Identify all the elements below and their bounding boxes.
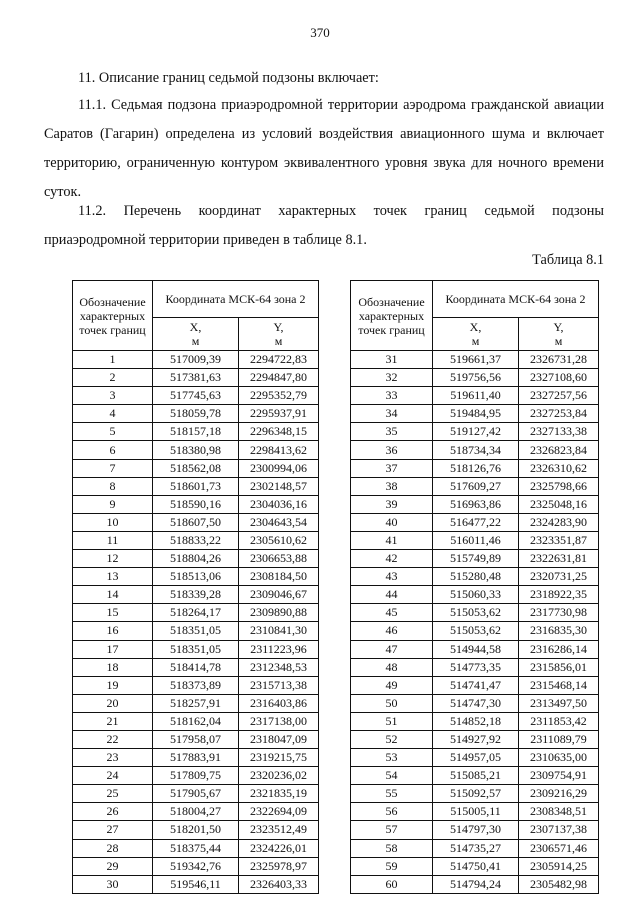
coord-y: 2325048,16	[519, 495, 599, 513]
coord-x: 517609,27	[433, 477, 519, 495]
point-number: 19	[73, 676, 153, 694]
point-number: 30	[73, 875, 153, 893]
paragraph-11-2: 11.2. Перечень координат характерных точек границ седьмой подзоны приаэродромной территории приведен в таблице 8.1.	[44, 203, 604, 248]
header-x-label: X,	[189, 320, 202, 334]
coord-y: 2298413,62	[239, 441, 319, 459]
coord-x: 519342,76	[153, 857, 239, 875]
coord-x: 518373,89	[153, 676, 239, 694]
coord-y: 2308348,51	[519, 803, 599, 821]
header-y-unit: м	[554, 334, 563, 348]
header-y-unit: м	[274, 334, 283, 348]
table-row	[351, 369, 599, 387]
coord-y: 2326310,62	[519, 459, 599, 477]
table-row	[351, 387, 599, 405]
coord-y: 2308184,50	[239, 568, 319, 586]
coord-y: 2302148,57	[239, 477, 319, 495]
coord-y: 2300994,06	[239, 459, 319, 477]
header-coordinates: Координата МСК-64 зона 2	[153, 281, 319, 318]
coordinates-table-right	[350, 280, 599, 894]
point-number: 29	[73, 857, 153, 875]
table-row	[351, 712, 599, 730]
point-number: 26	[73, 803, 153, 821]
table-row	[351, 568, 599, 586]
table-row	[73, 405, 319, 423]
coord-y: 2318922,35	[519, 586, 599, 604]
coord-y: 2320731,25	[519, 568, 599, 586]
coord-x: 517905,67	[153, 785, 239, 803]
table-row	[73, 568, 319, 586]
point-number: 46	[351, 622, 433, 640]
point-number: 13	[73, 568, 153, 586]
coord-y: 2323351,87	[519, 531, 599, 549]
table-row	[73, 694, 319, 712]
coord-x: 518162,04	[153, 712, 239, 730]
coord-x: 518607,50	[153, 513, 239, 531]
coord-y: 2316403,86	[239, 694, 319, 712]
point-number: 34	[351, 405, 433, 423]
coord-x: 519611,40	[433, 387, 519, 405]
point-number: 2	[73, 369, 153, 387]
table-row	[73, 767, 319, 785]
coord-y: 2304036,16	[239, 495, 319, 513]
table-caption: Таблица 8.1	[532, 252, 604, 268]
point-number: 42	[351, 550, 433, 568]
table-row	[73, 513, 319, 531]
coord-x: 514957,05	[433, 749, 519, 767]
point-number: 27	[73, 821, 153, 839]
coord-y: 2317730,98	[519, 604, 599, 622]
header-y-label: Y,	[553, 320, 564, 334]
coord-y: 2318047,09	[239, 730, 319, 748]
table-row	[73, 459, 319, 477]
coord-x: 518833,22	[153, 531, 239, 549]
coord-y: 2294722,83	[239, 351, 319, 369]
point-number: 59	[351, 857, 433, 875]
coord-x: 514794,24	[433, 875, 519, 893]
coord-x: 517958,07	[153, 730, 239, 748]
table-row	[73, 785, 319, 803]
coord-y: 2306571,46	[519, 839, 599, 857]
coord-x: 514773,35	[433, 658, 519, 676]
coord-y: 2320236,02	[239, 767, 319, 785]
point-number: 10	[73, 513, 153, 531]
point-number: 39	[351, 495, 433, 513]
point-number: 38	[351, 477, 433, 495]
coord-y: 2309890,88	[239, 604, 319, 622]
coord-y: 2311089,79	[519, 730, 599, 748]
point-number: 48	[351, 658, 433, 676]
header-points: Обозначение характерных точек границ	[73, 281, 153, 351]
coord-x: 515005,11	[433, 803, 519, 821]
coord-x: 516477,22	[433, 513, 519, 531]
header-x-unit: м	[191, 334, 200, 348]
table-row	[351, 658, 599, 676]
table-row	[73, 423, 319, 441]
coord-x: 515053,62	[433, 604, 519, 622]
coord-y: 2310635,00	[519, 749, 599, 767]
table-row	[351, 477, 599, 495]
coord-x: 518126,76	[433, 459, 519, 477]
point-number: 56	[351, 803, 433, 821]
point-number: 3	[73, 387, 153, 405]
table-row	[351, 405, 599, 423]
table-row	[351, 550, 599, 568]
table-row	[73, 821, 319, 839]
coord-x: 515060,33	[433, 586, 519, 604]
coord-y: 2309754,91	[519, 767, 599, 785]
point-number: 7	[73, 459, 153, 477]
coord-y: 2309216,29	[519, 785, 599, 803]
point-number: 51	[351, 712, 433, 730]
table-row	[351, 857, 599, 875]
coord-y: 2325798,66	[519, 477, 599, 495]
header-coordinates: Координата МСК-64 зона 2	[433, 281, 599, 318]
point-number: 1	[73, 351, 153, 369]
coord-y: 2327257,56	[519, 387, 599, 405]
table-row	[73, 550, 319, 568]
point-number: 11	[73, 531, 153, 549]
table-row	[351, 767, 599, 785]
coord-y: 2309046,67	[239, 586, 319, 604]
point-number: 24	[73, 767, 153, 785]
point-number: 23	[73, 749, 153, 767]
table-row	[73, 441, 319, 459]
table-row	[351, 839, 599, 857]
header-x-unit: м	[471, 334, 480, 348]
coord-y: 2315856,01	[519, 658, 599, 676]
point-number: 32	[351, 369, 433, 387]
coord-x: 517809,75	[153, 767, 239, 785]
point-number: 55	[351, 785, 433, 803]
coord-y: 2322631,81	[519, 550, 599, 568]
table-row	[73, 604, 319, 622]
coord-x: 518414,78	[153, 658, 239, 676]
coord-y: 2305914,25	[519, 857, 599, 875]
coord-y: 2296348,15	[239, 423, 319, 441]
table-row	[351, 730, 599, 748]
coord-y: 2295937,91	[239, 405, 319, 423]
coord-y: 2316286,14	[519, 640, 599, 658]
table-row	[73, 803, 319, 821]
point-number: 49	[351, 676, 433, 694]
coord-x: 515092,57	[433, 785, 519, 803]
table-row	[73, 495, 319, 513]
coord-y: 2310841,30	[239, 622, 319, 640]
table-row	[73, 875, 319, 893]
point-number: 35	[351, 423, 433, 441]
coord-x: 516963,86	[433, 495, 519, 513]
coord-y: 2326731,28	[519, 351, 599, 369]
table-row	[351, 785, 599, 803]
table-row	[351, 531, 599, 549]
table-row	[351, 694, 599, 712]
coord-x: 518513,06	[153, 568, 239, 586]
table-row	[73, 477, 319, 495]
coord-y: 2327133,38	[519, 423, 599, 441]
coord-x: 518339,28	[153, 586, 239, 604]
table-row	[351, 495, 599, 513]
coord-y: 2304643,54	[239, 513, 319, 531]
table-row	[73, 676, 319, 694]
coord-y: 2325978,97	[239, 857, 319, 875]
coord-y: 2326823,84	[519, 441, 599, 459]
point-number: 58	[351, 839, 433, 857]
coord-x: 518375,44	[153, 839, 239, 857]
table-row	[73, 658, 319, 676]
header-y	[519, 318, 599, 351]
coord-y: 2307137,38	[519, 821, 599, 839]
point-number: 33	[351, 387, 433, 405]
coord-y: 2321835,19	[239, 785, 319, 803]
point-number: 28	[73, 839, 153, 857]
coord-y: 2326403,33	[239, 875, 319, 893]
coord-x: 514735,27	[433, 839, 519, 857]
coord-y: 2295352,79	[239, 387, 319, 405]
coord-x: 514927,92	[433, 730, 519, 748]
coord-x: 518351,05	[153, 640, 239, 658]
coord-y: 2305482,98	[519, 875, 599, 893]
table-row	[351, 622, 599, 640]
table-row	[351, 423, 599, 441]
point-number: 41	[351, 531, 433, 549]
point-number: 60	[351, 875, 433, 893]
header-y	[239, 318, 319, 351]
point-number: 20	[73, 694, 153, 712]
coord-x: 516011,46	[433, 531, 519, 549]
point-number: 16	[73, 622, 153, 640]
coord-y: 2316835,30	[519, 622, 599, 640]
point-number: 12	[73, 550, 153, 568]
point-number: 4	[73, 405, 153, 423]
table-row	[73, 369, 319, 387]
coord-x: 518004,27	[153, 803, 239, 821]
table-row	[73, 586, 319, 604]
coord-x: 514852,18	[433, 712, 519, 730]
table-row	[351, 676, 599, 694]
point-number: 15	[73, 604, 153, 622]
point-number: 25	[73, 785, 153, 803]
point-number: 50	[351, 694, 433, 712]
coord-x: 515085,21	[433, 767, 519, 785]
table-row	[73, 640, 319, 658]
coord-y: 2323512,49	[239, 821, 319, 839]
point-number: 54	[351, 767, 433, 785]
header-x	[433, 318, 519, 351]
coord-y: 2317138,00	[239, 712, 319, 730]
coord-y: 2311223,96	[239, 640, 319, 658]
point-number: 57	[351, 821, 433, 839]
table-row	[351, 803, 599, 821]
coord-x: 514741,47	[433, 676, 519, 694]
point-number: 18	[73, 658, 153, 676]
table-row	[351, 441, 599, 459]
coord-x: 518351,05	[153, 622, 239, 640]
coord-y: 2305610,62	[239, 531, 319, 549]
point-number: 22	[73, 730, 153, 748]
coord-x: 518201,50	[153, 821, 239, 839]
point-number: 8	[73, 477, 153, 495]
coord-x: 518157,18	[153, 423, 239, 441]
coord-x: 514797,30	[433, 821, 519, 839]
coord-y: 2324226,01	[239, 839, 319, 857]
table-row	[73, 749, 319, 767]
coord-x: 518590,16	[153, 495, 239, 513]
coord-x: 518264,17	[153, 604, 239, 622]
coord-x: 519484,95	[433, 405, 519, 423]
coord-x: 518562,08	[153, 459, 239, 477]
coord-x: 515749,89	[433, 550, 519, 568]
table-row	[351, 459, 599, 477]
table-row	[73, 730, 319, 748]
coord-y: 2315713,38	[239, 676, 319, 694]
coord-y: 2324283,90	[519, 513, 599, 531]
paragraph-11-1: 11.1. Седьмая подзона приаэродромной территории аэродрома гражданской авиации Саратов (Гагарин) определена из условий воздействия авиационного шума и включает территорию, ограниченную контуром эквивалентного уровня звука для ночного времени суток.	[44, 97, 604, 200]
table-row	[73, 839, 319, 857]
coord-x: 515053,62	[433, 622, 519, 640]
point-number: 52	[351, 730, 433, 748]
point-number: 6	[73, 441, 153, 459]
coord-x: 514944,58	[433, 640, 519, 658]
coord-x: 518380,98	[153, 441, 239, 459]
table-row	[73, 622, 319, 640]
coord-x: 518257,91	[153, 694, 239, 712]
point-number: 44	[351, 586, 433, 604]
point-number: 5	[73, 423, 153, 441]
point-number: 14	[73, 586, 153, 604]
coord-y: 2319215,75	[239, 749, 319, 767]
coord-x: 518601,73	[153, 477, 239, 495]
point-number: 47	[351, 640, 433, 658]
table-row	[73, 531, 319, 549]
table-row	[351, 351, 599, 369]
table-row	[73, 712, 319, 730]
table-row	[351, 513, 599, 531]
header-x	[153, 318, 239, 351]
point-number: 9	[73, 495, 153, 513]
coord-y: 2313497,50	[519, 694, 599, 712]
coord-x: 519546,11	[153, 875, 239, 893]
coord-y: 2327253,84	[519, 405, 599, 423]
table-row	[351, 640, 599, 658]
point-number: 45	[351, 604, 433, 622]
table-row	[351, 749, 599, 767]
table-row	[73, 387, 319, 405]
coord-y: 2294847,80	[239, 369, 319, 387]
section-heading: 11. Описание границ седьмой подзоны включает:	[78, 70, 379, 86]
coordinates-table-left	[72, 280, 319, 894]
coord-x: 517883,91	[153, 749, 239, 767]
coord-y: 2311853,42	[519, 712, 599, 730]
point-number: 21	[73, 712, 153, 730]
coord-x: 515280,48	[433, 568, 519, 586]
coord-x: 518804,26	[153, 550, 239, 568]
page-number: 370	[310, 25, 330, 40]
coord-x: 517009,39	[153, 351, 239, 369]
header-x-label: X,	[469, 320, 482, 334]
coord-x: 514750,41	[433, 857, 519, 875]
table-row	[351, 821, 599, 839]
coord-y: 2322694,09	[239, 803, 319, 821]
coord-x: 518734,34	[433, 441, 519, 459]
point-number: 37	[351, 459, 433, 477]
table-row	[351, 604, 599, 622]
coord-x: 517381,63	[153, 369, 239, 387]
point-number: 36	[351, 441, 433, 459]
coord-y: 2306653,88	[239, 550, 319, 568]
point-number: 31	[351, 351, 433, 369]
coord-x: 519661,37	[433, 351, 519, 369]
coord-x: 519127,42	[433, 423, 519, 441]
table-row	[351, 875, 599, 893]
point-number: 53	[351, 749, 433, 767]
point-number: 17	[73, 640, 153, 658]
point-number: 40	[351, 513, 433, 531]
coord-y: 2315468,14	[519, 676, 599, 694]
header-points: Обозначение характерных точек границ	[351, 281, 433, 351]
coord-x: 517745,63	[153, 387, 239, 405]
point-number: 43	[351, 568, 433, 586]
table-row	[73, 351, 319, 369]
coord-x: 514747,30	[433, 694, 519, 712]
coord-x: 519756,56	[433, 369, 519, 387]
table-row	[73, 857, 319, 875]
coord-y: 2327108,60	[519, 369, 599, 387]
coord-x: 518059,78	[153, 405, 239, 423]
header-y-label: Y,	[273, 320, 284, 334]
table-row	[351, 586, 599, 604]
coord-y: 2312348,53	[239, 658, 319, 676]
